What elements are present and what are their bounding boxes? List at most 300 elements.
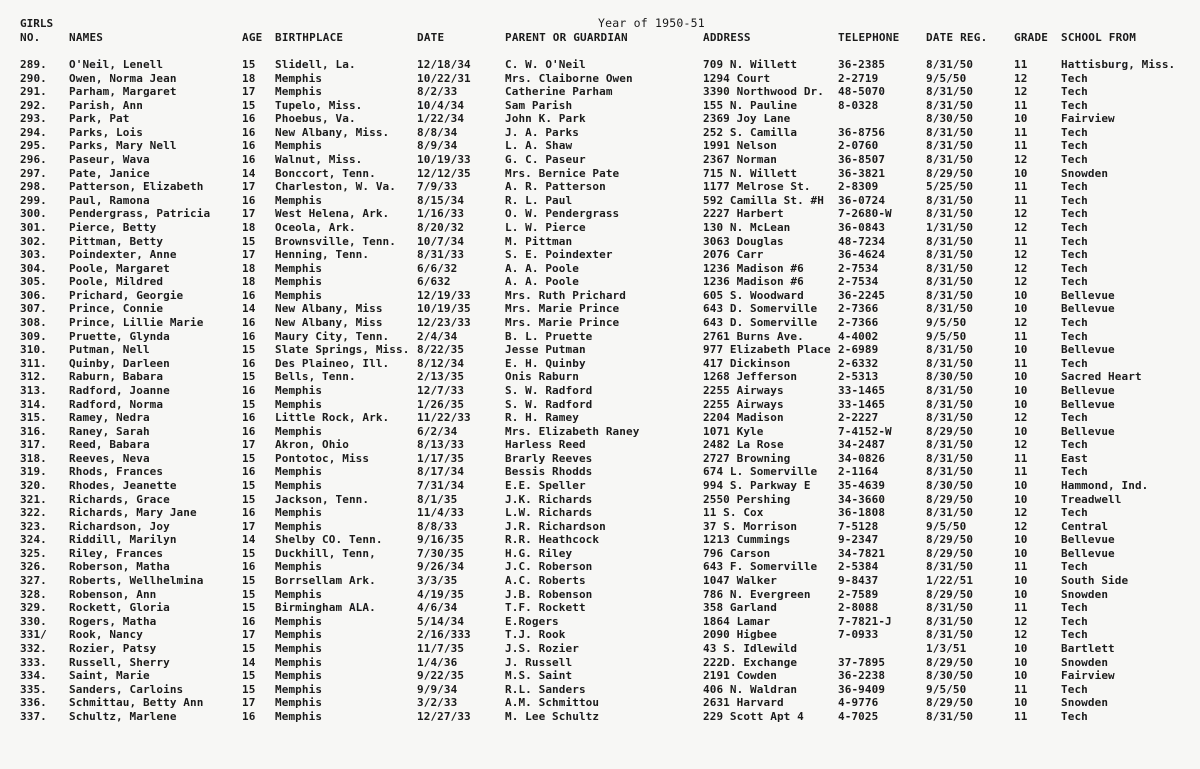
row-number-cell: 329.: [20, 601, 47, 615]
grade-cell: 12: [1014, 85, 1028, 99]
birth-date-cell: 1/26/35: [417, 397, 465, 411]
table-row: [0, 167, 1200, 181]
table-row: [0, 425, 1200, 439]
birth-date-cell: 8/2/33: [417, 85, 458, 99]
age-cell: 15: [242, 370, 256, 384]
school-from-cell: Bellevue: [1061, 343, 1115, 357]
birthplace-cell: Memphis: [275, 696, 323, 710]
school-from-cell: Tech: [1061, 139, 1088, 153]
telephone-cell: 34-2487: [838, 438, 886, 452]
school-from-cell: Snowden: [1061, 166, 1109, 180]
age-cell: 16: [242, 112, 256, 126]
row-number-cell: 298.: [20, 180, 47, 194]
address-cell: 2631 Harvard: [703, 696, 784, 710]
school-from-cell: Bartlett: [1061, 641, 1115, 655]
grade-cell: 11: [1014, 560, 1028, 574]
parent-guardian-cell: Mrs. Marie Prince: [505, 302, 620, 316]
age-cell: 14: [242, 302, 256, 316]
row-number-cell: 306.: [20, 288, 47, 302]
grade-cell: 11: [1014, 329, 1028, 343]
grade-cell: 12: [1014, 220, 1028, 234]
row-number-cell: 300.: [20, 207, 47, 221]
table-row: [0, 235, 1200, 249]
student-name-cell: Rook, Nancy: [69, 628, 143, 642]
table-row: [0, 221, 1200, 235]
telephone-cell: 48-5070: [838, 85, 886, 99]
date-registered-cell: 8/31/50: [926, 614, 974, 628]
grade-cell: 11: [1014, 709, 1028, 723]
row-number-cell: 293.: [20, 112, 47, 126]
student-name-cell: Richards, Grace: [69, 492, 170, 506]
address-cell: 674 L. Somerville: [703, 465, 818, 479]
school-from-cell: Tech: [1061, 85, 1088, 99]
address-cell: 2369 Joy Lane: [703, 112, 791, 126]
parent-guardian-cell: E.E. Speller: [505, 478, 586, 492]
age-cell: 16: [242, 560, 256, 574]
birthplace-cell: Slate Springs, Miss.: [275, 343, 410, 357]
birthplace-cell: Oceola, Ark.: [275, 220, 356, 234]
date-registered-cell: 8/31/50: [926, 709, 974, 723]
parent-guardian-cell: O. W. Pendergrass: [505, 207, 620, 221]
student-name-cell: Rockett, Gloria: [69, 601, 170, 615]
student-name-cell: Radford, Joanne: [69, 383, 170, 397]
address-cell: 1864 Lamar: [703, 614, 771, 628]
telephone-cell: 36-2385: [838, 58, 886, 71]
grade-cell: 12: [1014, 506, 1028, 520]
address-cell: 11 S. Cox: [703, 506, 764, 520]
age-cell: 15: [242, 546, 256, 560]
age-cell: 16: [242, 411, 256, 425]
telephone-cell: 8-0328: [838, 98, 879, 112]
date-registered-cell: 8/30/50: [926, 478, 974, 492]
age-cell: 15: [242, 98, 256, 112]
birth-date-cell: 11/22/33: [417, 411, 471, 425]
telephone-cell: 2-7366: [838, 302, 879, 316]
date-registered-cell: 9/5/50: [926, 71, 967, 85]
student-name-cell: Quinby, Darleen: [69, 356, 170, 370]
parent-guardian-cell: S. W. Radford: [505, 397, 593, 411]
row-number-cell: 316.: [20, 424, 47, 438]
school-from-cell: Bellevue: [1061, 383, 1115, 397]
grade-cell: 12: [1014, 248, 1028, 262]
row-number-cell: 297.: [20, 166, 47, 180]
address-cell: 2367 Norman: [703, 153, 777, 167]
row-number-cell: 299.: [20, 193, 47, 207]
table-row: [0, 248, 1200, 262]
parent-guardian-cell: G. C. Paseur: [505, 153, 586, 167]
telephone-cell: 36-8507: [838, 153, 886, 167]
header-age: AGE: [242, 31, 263, 44]
table-row: [0, 384, 1200, 398]
age-cell: 17: [242, 248, 256, 262]
birthplace-cell: Walnut, Miss.: [275, 153, 363, 167]
birthplace-cell: Memphis: [275, 655, 323, 669]
telephone-cell: 34-7821: [838, 546, 886, 560]
age-cell: 16: [242, 614, 256, 628]
birthplace-cell: Memphis: [275, 614, 323, 628]
school-from-cell: Bellevue: [1061, 546, 1115, 560]
address-cell: 796 Carson: [703, 546, 771, 560]
age-cell: 16: [242, 424, 256, 438]
address-cell: 155 N. Pauline: [703, 98, 798, 112]
birth-date-cell: 8/20/32: [417, 220, 465, 234]
header-parent: PARENT OR GUARDIAN: [505, 31, 628, 44]
address-cell: 2191 Cowden: [703, 669, 777, 683]
parent-guardian-cell: A.C. Roberts: [505, 574, 586, 588]
date-registered-cell: 8/31/50: [926, 288, 974, 302]
student-name-cell: Poindexter, Anne: [69, 248, 177, 262]
birthplace-cell: Memphis: [275, 261, 323, 275]
date-registered-cell: 8/31/50: [926, 601, 974, 615]
student-name-cell: Sanders, Carloins: [69, 682, 184, 696]
parent-guardian-cell: A.M. Schmittou: [505, 696, 600, 710]
header-girls: GIRLS: [20, 17, 54, 30]
age-cell: 15: [242, 343, 256, 357]
date-registered-cell: 8/29/50: [926, 533, 974, 547]
school-from-cell: Sacred Heart: [1061, 370, 1142, 384]
row-number-cell: 312.: [20, 370, 47, 384]
birth-date-cell: 10/22/31: [417, 71, 471, 85]
school-from-cell: Tech: [1061, 614, 1088, 628]
address-cell: 592 Camilla St. #H: [703, 193, 825, 207]
table-row: [0, 112, 1200, 126]
parent-guardian-cell: Mrs. Bernice Pate: [505, 166, 620, 180]
telephone-cell: 2-2719: [838, 71, 879, 85]
grade-cell: 10: [1014, 302, 1028, 316]
year-label: Year of 1950-51: [598, 16, 705, 30]
address-cell: 1047 Walker: [703, 574, 777, 588]
birthplace-cell: Phoebus, Va.: [275, 112, 356, 126]
date-registered-cell: 8/29/50: [926, 166, 974, 180]
age-cell: 16: [242, 125, 256, 139]
student-name-cell: Paseur, Wava: [69, 153, 150, 167]
row-number-cell: 322.: [20, 506, 47, 520]
parent-guardian-cell: Mrs. Elizabeth Raney: [505, 424, 640, 438]
row-number-cell: 309.: [20, 329, 47, 343]
grade-cell: 11: [1014, 98, 1028, 112]
age-cell: 15: [242, 478, 256, 492]
birth-date-cell: 8/22/35: [417, 343, 465, 357]
school-from-cell: Bellevue: [1061, 302, 1115, 316]
row-number-cell: 320.: [20, 478, 47, 492]
address-cell: 2727 Browning: [703, 451, 791, 465]
grade-cell: 12: [1014, 411, 1028, 425]
school-from-cell: Tech: [1061, 316, 1088, 330]
telephone-cell: 2-5384: [838, 560, 879, 574]
address-cell: 2076 Carr: [703, 248, 764, 262]
birthplace-cell: Duckhill, Tenn,: [275, 546, 376, 560]
birth-date-cell: 10/19/35: [417, 302, 471, 316]
date-registered-cell: 8/31/50: [926, 465, 974, 479]
school-from-cell: Tech: [1061, 506, 1088, 520]
birth-date-cell: 6/6/32: [417, 261, 458, 275]
row-number-cell: 323.: [20, 519, 47, 533]
parent-guardian-cell: J.B. Robenson: [505, 587, 593, 601]
date-registered-cell: 8/31/50: [926, 234, 974, 248]
address-cell: 37 S. Morrison: [703, 519, 798, 533]
row-number-cell: 315.: [20, 411, 47, 425]
grade-cell: 11: [1014, 682, 1028, 696]
row-number-cell: 290.: [20, 71, 47, 85]
row-number-cell: 304.: [20, 261, 47, 275]
birth-date-cell: 11/7/35: [417, 641, 465, 655]
birthplace-cell: Memphis: [275, 193, 323, 207]
age-cell: 16: [242, 288, 256, 302]
student-name-cell: Parham, Margaret: [69, 85, 177, 99]
school-from-cell: Treadwell: [1061, 492, 1122, 506]
school-from-cell: Tech: [1061, 248, 1088, 262]
date-registered-cell: 8/31/50: [926, 628, 974, 642]
address-cell: 2761 Burns Ave.: [703, 329, 804, 343]
school-from-cell: Tech: [1061, 411, 1088, 425]
row-number-cell: 321.: [20, 492, 47, 506]
telephone-cell: 34-0826: [838, 451, 886, 465]
row-number-cell: 313.: [20, 383, 47, 397]
birth-date-cell: 11/4/33: [417, 506, 465, 520]
student-name-cell: Schultz, Marlene: [69, 709, 177, 723]
birth-date-cell: 12/19/33: [417, 288, 471, 302]
parent-guardian-cell: T.F. Rockett: [505, 601, 586, 615]
grade-cell: 11: [1014, 125, 1028, 139]
date-registered-cell: 8/31/50: [926, 58, 974, 71]
student-name-cell: Prince, Lillie Marie: [69, 316, 204, 330]
grade-cell: 10: [1014, 546, 1028, 560]
address-cell: 1991 Nelson: [703, 139, 777, 153]
parent-guardian-cell: R. L. Paul: [505, 193, 573, 207]
grade-cell: 11: [1014, 58, 1028, 71]
school-from-cell: Bellevue: [1061, 424, 1115, 438]
birth-date-cell: 7/30/35: [417, 546, 465, 560]
student-name-cell: Pruette, Glynda: [69, 329, 170, 343]
birth-date-cell: 8/9/34: [417, 139, 458, 153]
age-cell: 18: [242, 261, 256, 275]
grade-cell: 11: [1014, 234, 1028, 248]
table-row: [0, 398, 1200, 412]
address-cell: 643 D. Somerville: [703, 302, 818, 316]
birth-date-cell: 6/632: [417, 275, 451, 289]
telephone-cell: 2-7534: [838, 261, 879, 275]
birth-date-cell: 3/2/33: [417, 696, 458, 710]
parent-guardian-cell: Bessis Rhodds: [505, 465, 593, 479]
table-row: [0, 506, 1200, 520]
birthplace-cell: Memphis: [275, 628, 323, 642]
date-registered-cell: 9/5/50: [926, 329, 967, 343]
date-registered-cell: 8/31/50: [926, 125, 974, 139]
address-cell: 2090 Higbee: [703, 628, 777, 642]
row-number-cell: 291.: [20, 85, 47, 99]
table-row: [0, 411, 1200, 425]
age-cell: 17: [242, 519, 256, 533]
parent-guardian-cell: M.S. Saint: [505, 669, 573, 683]
grade-cell: 12: [1014, 71, 1028, 85]
row-number-cell: 336.: [20, 696, 47, 710]
birth-date-cell: 8/1/35: [417, 492, 458, 506]
table-row: [0, 85, 1200, 99]
parent-guardian-cell: Mrs. Claiborne Owen: [505, 71, 633, 85]
row-number-cell: 302.: [20, 234, 47, 248]
telephone-cell: 2-1164: [838, 465, 879, 479]
address-cell: 222D. Exchange: [703, 655, 798, 669]
student-name-cell: Pittman, Betty: [69, 234, 164, 248]
parent-guardian-cell: E. H. Quinby: [505, 356, 586, 370]
student-name-cell: Riddill, Marilyn: [69, 533, 177, 547]
table-row: [0, 452, 1200, 466]
table-row: [0, 99, 1200, 113]
age-cell: 15: [242, 397, 256, 411]
header-grade: GRADE: [1014, 31, 1049, 44]
parent-guardian-cell: R.R. Heathcock: [505, 533, 600, 547]
address-cell: 643 F. Somerville: [703, 560, 818, 574]
birth-date-cell: 4/19/35: [417, 587, 465, 601]
date-registered-cell: 8/31/50: [926, 356, 974, 370]
grade-cell: 10: [1014, 533, 1028, 547]
date-registered-cell: 8/29/50: [926, 492, 974, 506]
date-registered-cell: 1/31/50: [926, 220, 974, 234]
telephone-cell: 2-0760: [838, 139, 879, 153]
parent-guardian-cell: J.S. Rozier: [505, 641, 579, 655]
birth-date-cell: 8/8/34: [417, 125, 458, 139]
parent-guardian-cell: L. A. Shaw: [505, 139, 573, 153]
address-cell: 358 Garland: [703, 601, 777, 615]
birthplace-cell: Memphis: [275, 383, 323, 397]
birth-date-cell: 12/18/34: [417, 58, 471, 71]
table-row: [0, 479, 1200, 493]
age-cell: 15: [242, 234, 256, 248]
table-row: [0, 696, 1200, 710]
student-name-cell: Prince, Connie: [69, 302, 164, 316]
grade-cell: 12: [1014, 275, 1028, 289]
table-row: [0, 628, 1200, 642]
telephone-cell: 36-9409: [838, 682, 886, 696]
birthplace-cell: Birmingham ALA.: [275, 601, 376, 615]
student-name-cell: Robenson, Ann: [69, 587, 157, 601]
student-name-cell: Parks, Lois: [69, 125, 143, 139]
table-row: [0, 683, 1200, 697]
table-row: [0, 615, 1200, 629]
date-registered-cell: 8/31/50: [926, 153, 974, 167]
school-from-cell: Snowden: [1061, 696, 1109, 710]
grade-cell: 12: [1014, 438, 1028, 452]
address-cell: 229 Scott Apt 4: [703, 709, 804, 723]
birthplace-cell: Bells, Tenn.: [275, 370, 356, 384]
table-row: [0, 343, 1200, 357]
birthplace-cell: Bonccort, Tenn.: [275, 166, 376, 180]
telephone-cell: 9-2347: [838, 533, 879, 547]
grade-cell: 10: [1014, 574, 1028, 588]
age-cell: 15: [242, 587, 256, 601]
row-number-cell: 324.: [20, 533, 47, 547]
birth-date-cell: 10/19/33: [417, 153, 471, 167]
address-cell: 605 S. Woodward: [703, 288, 804, 302]
school-from-cell: Fairview: [1061, 669, 1115, 683]
birthplace-cell: Jackson, Tenn.: [275, 492, 370, 506]
header-date: DATE: [417, 31, 445, 44]
date-registered-cell: 8/31/50: [926, 193, 974, 207]
student-name-cell: Pierce, Betty: [69, 220, 157, 234]
school-from-cell: Tech: [1061, 220, 1088, 234]
parent-guardian-cell: Jesse Putman: [505, 343, 586, 357]
age-cell: 16: [242, 383, 256, 397]
age-cell: 18: [242, 71, 256, 85]
address-cell: 2482 La Rose: [703, 438, 784, 452]
address-cell: 3063 Douglas: [703, 234, 784, 248]
grade-cell: 10: [1014, 112, 1028, 126]
telephone-cell: 36-2238: [838, 669, 886, 683]
birth-date-cell: 10/7/34: [417, 234, 465, 248]
table-row: [0, 139, 1200, 153]
student-name-cell: Parks, Mary Nell: [69, 139, 177, 153]
row-number-cell: 314.: [20, 397, 47, 411]
birthplace-cell: Memphis: [275, 478, 323, 492]
address-cell: 1236 Madison #6: [703, 275, 804, 289]
telephone-cell: 7-5128: [838, 519, 879, 533]
grade-cell: 12: [1014, 316, 1028, 330]
school-from-cell: Tech: [1061, 234, 1088, 248]
table-row: [0, 153, 1200, 167]
address-cell: 1268 Jefferson: [703, 370, 798, 384]
birthplace-cell: Memphis: [275, 560, 323, 574]
date-registered-cell: 8/31/50: [926, 451, 974, 465]
student-name-cell: Riley, Frances: [69, 546, 164, 560]
student-name-cell: Pate, Janice: [69, 166, 150, 180]
birthplace-cell: Memphis: [275, 71, 323, 85]
grade-cell: 12: [1014, 261, 1028, 275]
birth-date-cell: 9/26/34: [417, 560, 465, 574]
school-from-cell: Tech: [1061, 601, 1088, 615]
age-cell: 16: [242, 329, 256, 343]
birth-date-cell: 9/16/35: [417, 533, 465, 547]
address-cell: 406 N. Waldran: [703, 682, 798, 696]
date-registered-cell: 1/22/51: [926, 574, 974, 588]
birth-date-cell: 8/17/34: [417, 465, 465, 479]
date-registered-cell: 8/31/50: [926, 275, 974, 289]
table-row: [0, 330, 1200, 344]
telephone-cell: 33-1465: [838, 383, 886, 397]
table-row: [0, 520, 1200, 534]
student-name-cell: Rhods, Frances: [69, 465, 164, 479]
telephone-cell: 33-1465: [838, 397, 886, 411]
table-row: [0, 560, 1200, 574]
school-from-cell: Tech: [1061, 356, 1088, 370]
grade-cell: 11: [1014, 451, 1028, 465]
student-name-cell: Raney, Sarah: [69, 424, 150, 438]
header-date-reg: DATE REG.: [926, 31, 988, 44]
table-row: [0, 601, 1200, 615]
date-registered-cell: 8/31/50: [926, 506, 974, 520]
table-row: [0, 357, 1200, 371]
telephone-cell: 48-7234: [838, 234, 886, 248]
address-cell: 43 S. Idlewild: [703, 641, 798, 655]
student-name-cell: Rhodes, Jeanette: [69, 478, 177, 492]
address-cell: 715 N. Willett: [703, 166, 798, 180]
table-row: [0, 194, 1200, 208]
telephone-cell: 7-0933: [838, 628, 879, 642]
address-cell: 2255 Airways: [703, 397, 784, 411]
telephone-cell: 2-8309: [838, 180, 879, 194]
age-cell: 14: [242, 655, 256, 669]
age-cell: 15: [242, 492, 256, 506]
student-name-cell: Prichard, Georgie: [69, 288, 184, 302]
student-name-cell: Poole, Margaret: [69, 261, 170, 275]
table-row: [0, 669, 1200, 683]
birthplace-cell: New Albany, Miss: [275, 316, 383, 330]
date-registered-cell: 8/29/50: [926, 655, 974, 669]
school-from-cell: Tech: [1061, 709, 1088, 723]
table-row: [0, 275, 1200, 289]
telephone-cell: 36-2245: [838, 288, 886, 302]
birthplace-cell: Memphis: [275, 85, 323, 99]
age-cell: 16: [242, 139, 256, 153]
